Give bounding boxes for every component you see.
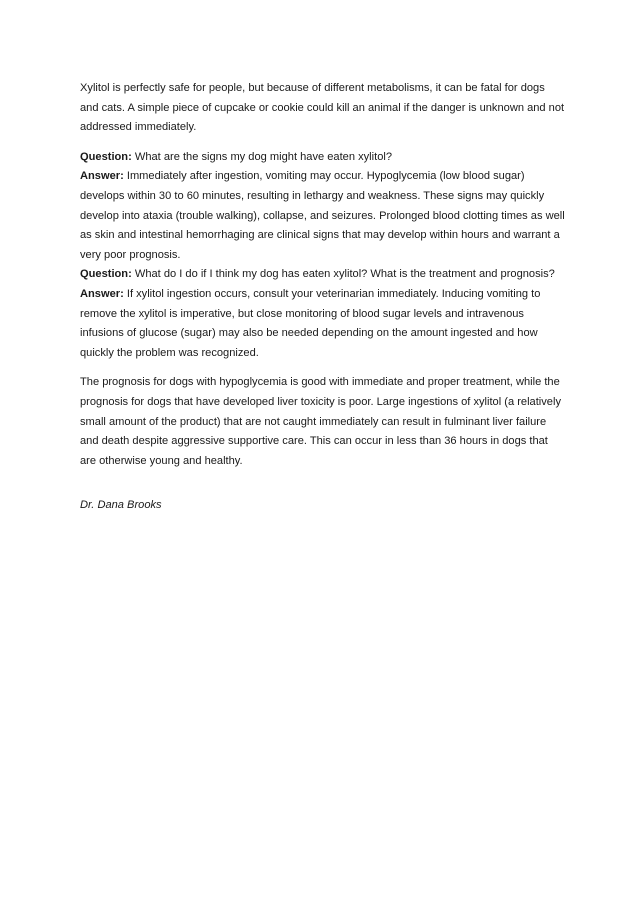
author-signature: Dr. Dana Brooks	[80, 499, 162, 512]
document-page	[80, 79, 566, 516]
question-2-text: What do I do if I think my dog has eaten xylitol? What is the treatment and prognosis?	[131, 268, 555, 281]
question-2	[80, 265, 566, 285]
prognosis-paragraph: The prognosis for dogs with hypoglycemia is good with immediate and proper treatment, while the prognosis for dogs that have developed liver toxicity is poor. Large ingestions of xylitol (a relatively small amount of the product) that are not caught immediately can result in fulminant liver failure and death despite aggressive supportive care. This can occur in less than 36 hours in dogs that are otherwise young and healthy.	[80, 376, 561, 467]
answer-1-text: Immediately after ingestion, vomiting may occur. Hypoglycemia (low blood sugar) develops within 30 to 60 minutes, resulting in lethargy and weakness. These signs may quickly develop into ataxia (trouble walking), collapse, and seizures. Prolonged blood clotting times as well as skin and intestinal hemorrhaging are clinical signs that may develop within hours and warrant a very poor prognosis.	[80, 170, 565, 261]
answer-1-label: Answer:	[80, 170, 124, 183]
answer-2-label: Answer:	[80, 287, 124, 300]
question-1-label: Question:	[80, 150, 132, 163]
question-1-text: What are the signs my dog might have eaten xylitol?	[131, 150, 393, 163]
intro-paragraph: Xylitol is perfectly safe for people, but because of different metabolisms, it can be fatal for dogs and cats. A simple piece of cupcake or cookie could kill an animal if the danger is unknown and not addressed immediately.	[80, 82, 565, 134]
answer-1	[80, 167, 566, 265]
answer-2	[80, 285, 566, 363]
answer-2-text: If xylitol ingestion occurs, consult your veterinarian immediately. Inducing vomiting to remove the xylitol is imperative, but close monitoring of blood sugar levels and intravenous infusions of glucose (sugar) may also be needed depending on the amount ingested and how quickly the problem was recognized.	[80, 287, 541, 359]
question-1	[80, 148, 566, 168]
question-2-label: Question:	[80, 268, 132, 281]
qa-section	[80, 148, 566, 364]
